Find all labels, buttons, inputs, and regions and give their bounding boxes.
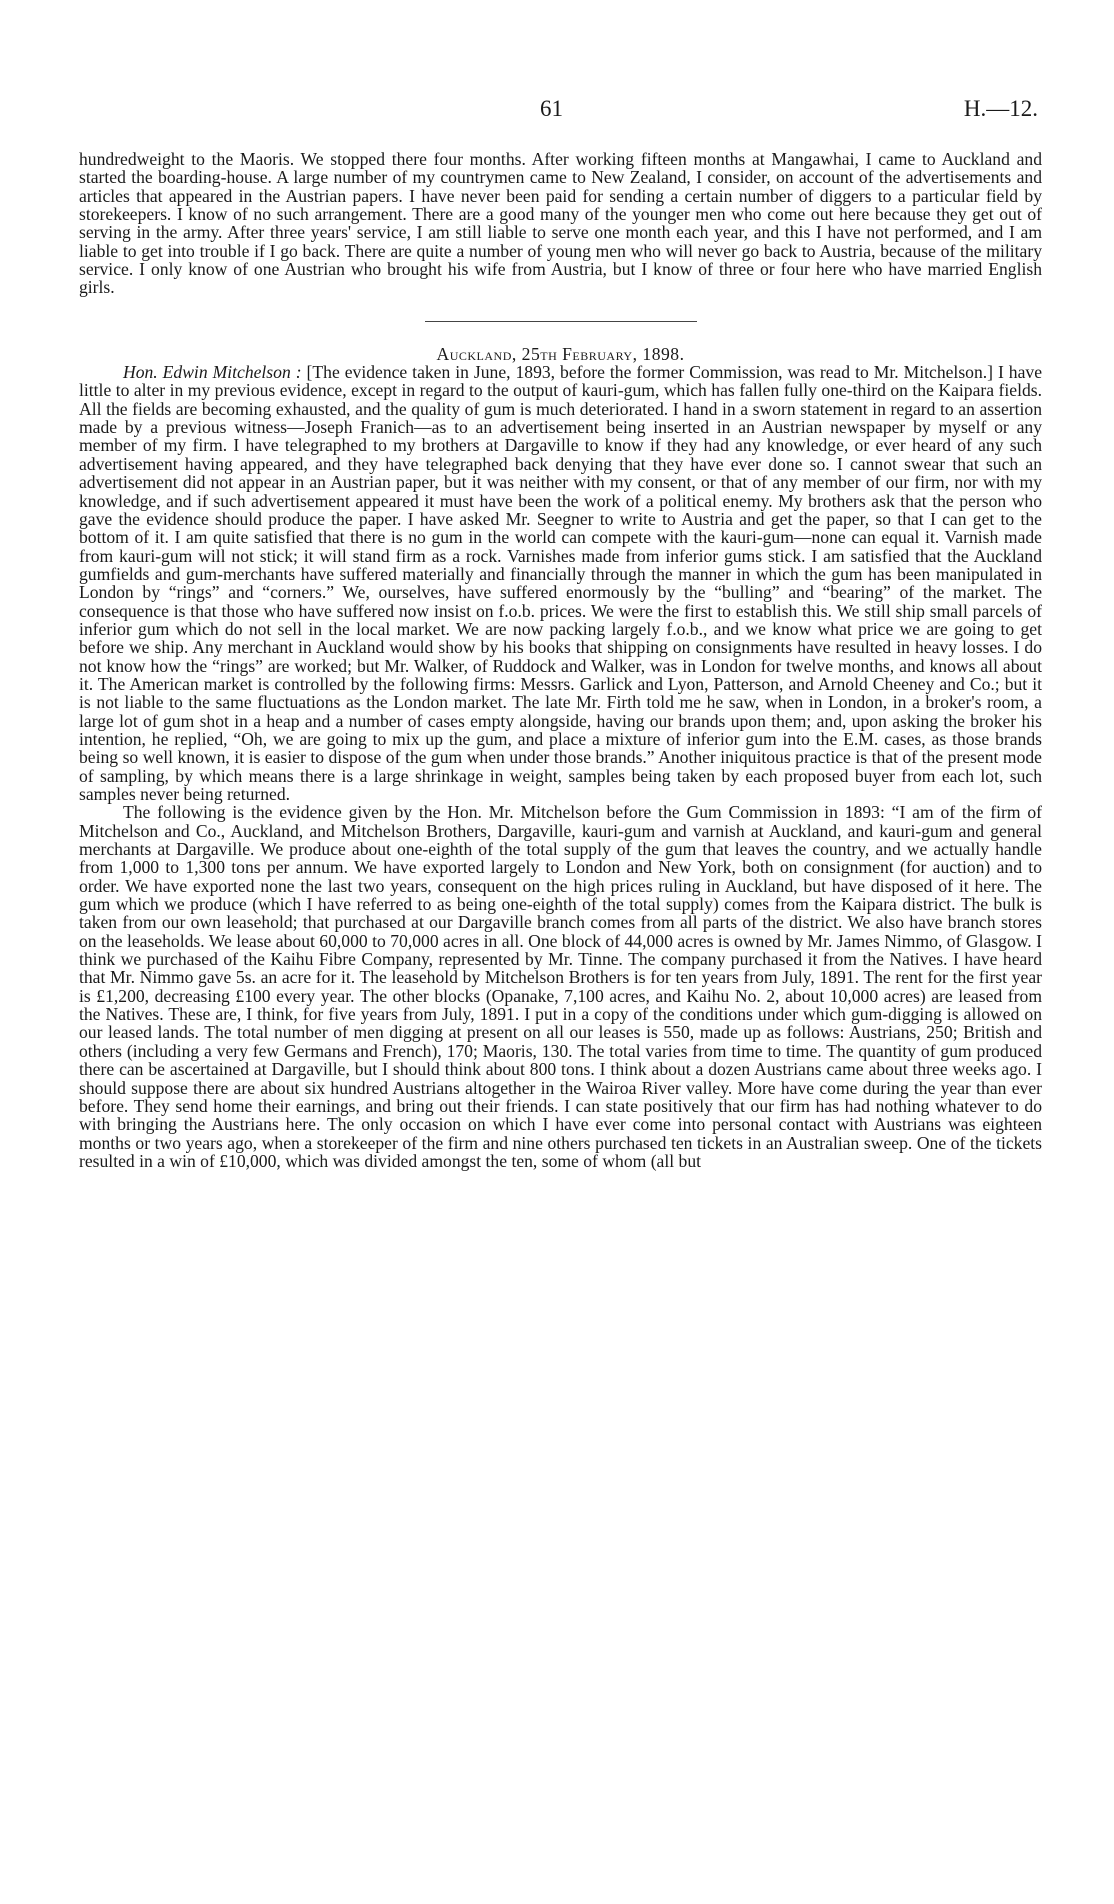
- section-divider: [425, 321, 697, 322]
- page-number: 61: [540, 96, 563, 121]
- body-text: [79, 150, 1042, 1170]
- testimony-paragraph: [79, 363, 1042, 803]
- testimony-text: [The evidence taken in June, 1893, before the former Commission, was read to Mr. Mitchelson.] I have little to alter in my previous evidence, except in regard to the output of kauri-gum, which has fallen fully one-third on the Kaipara fields. All the fields are becoming exhausted, and the quality of gum is much deteriorated. I hand in a sworn statement in regard to an assertion made by a previous witness—Joseph Franich—as to an advertisement being inserted in an Austrian newspaper by myself or any member of my firm. I have telegraphed to my brothers at Dargaville to know if they had any knowledge, or ever heard of any such advertisement having appeared, and they have telegraphed back denying that they have ever done so. I cannot swear that such an advertisement did not appear in an Austrian paper, but it was neither with my consent, or that of any member of our firm, nor with my knowledge, and if such advertisement appeared it must have been the work of a political enemy. My brothers ask that the person who gave the evidence should produce the paper. I have asked Mr. Seegner to write to Austria and get the paper, so that I can get to the bottom of it. I am quite satisfied that there is no gum in the world can compete with the kauri-gum—none can equal it. Varnish made from kauri-gum will not stick; it will stand firm as a rock. Varnishes made from inferior gums stick. I am satisfied that the Auckland gumfields and gum-merchants have suffered materially and financially through the manner in which the gum has been manipulated in London by “rings” and “corners.” We, ourselves, have suffered enormously by the “bulling” and “bearing” of the market. The consequence is that those who have suffered now insist on f.o.b. prices. We were the first to establish this. We still ship small parcels of inferior gum which do not sell in the local market. We are now packing largely f.o.b., and we know what price we are going to get before we ship. Any merchant in Auckland would show by his books that shipping on consignments have resulted in heavy losses. I do not know how the “rings” are worked; but Mr. Walker, of Ruddock and Walker, was in London for twelve months, and knows all about it. The American market is controlled by the following firms: Messrs. Garlick and Lyon, Patterson, and Arnold Cheeney and Co.; but it is not liable to the same fluctuations as the London market. The late Mr. Firth told me he saw, when in London, in a broker's room, a large lot of gum shot in a heap and a number of cases empty alongside, having our brands upon them; and, upon asking the broker his intention, he replied, “Oh, we are going to mix up the gum, and place a mixture of inferior gum into the E.M. cases, as those brands being so well known, it is easier to dispose of the gum when under those brands.” Another iniquitous practice is that of the present mode of sampling, by which means there is a large shrinkage in weight, samples being taken by each proposed buyer from each lot, such samples never being returned.: [79, 362, 1042, 804]
- section-heading: Auckland, 25th February, 1898.: [436, 343, 685, 364]
- document-code: H.—12.: [963, 96, 1038, 121]
- intro-paragraph: hundredweight to the Maoris. We stopped there four months. After working fifteen months at Mangawhai, I came to Auckland and started the boarding-house. A large number of my countrymen came to New Zealand, I consider, on account of the advertisements and articles that appeared in the Austrian papers. I have never been paid for sending a certain number of diggers to a particular field by storekeepers. I know of no such arrangement. There are a good many of the younger men who come out here because they get out of serving in the army. After three years' service, I am still liable to serve one month each year, and this I have not performed, and I am liable to get into trouble if I go back. There are quite a number of young men who will never go back to Austria, because of the military service. I only know of one Austrian who brought his wife from Austria, but I know of three or four here who have married English girls.: [79, 149, 1042, 298]
- prior-evidence-paragraph: The following is the evidence given by the Hon. Mr. Mitchelson before the Gum Commission in 1893: “I am of the firm of Mitchelson and Co., Auckland, and Mitchelson Brothers, Dargaville, kauri-gum and varnish at Auckland, and kauri-gum and general merchants at Dargaville. We produce about one-eighth of the total supply of the gum that leaves the country, and we actually handle from 1,000 to 1,300 tons per annum. We have exported largely to London and New York, both on consignment (for auction) and to order. We have exported none the last two years, consequent on the high prices ruling in Auckland, but have disposed of it here. The gum which we produce (which I have referred to as being one-eighth of the total supply) comes from the Kaipara district. The bulk is taken from our own leasehold; that purchased at our Dargaville branch comes from all parts of the district. We also have branch stores on the leaseholds. We lease about 60,000 to 70,000 acres in all. One block of 44,000 acres is owned by Mr. James Nimmo, of Glasgow. I think we purchased of the Kaihu Fibre Company, represented by Mr. Tinne. The company purchased it from the Natives. I have heard that Mr. Nimmo gave 5s. an acre for it. The leasehold by Mitchelson Brothers is for ten years from July, 1891. The rent for the first year is £1,200, decreasing £100 every year. The other blocks (Opanake, 7,100 acres, and Kaihu No. 2, about 10,000 acres) are leased from the Natives. These are, I think, for five years from July, 1891. I put in a copy of the conditions under which gum-digging is allowed on our leased lands. The total number of men digging at present on all our leases is 550, made up as follows: Austrians, 250; British and others (including a very few Germans and French), 170; Maoris, 130. The total varies from time to time. The quantity of gum produced there can be ascertained at Dargaville, but I should think about 800 tons. I think about a dozen Austrians came about three weeks ago. I should suppose there are about six hundred Austrians altogether in the Wairoa River valley. More have come during the year than ever before. They send home their earnings, and bring out their friends. I can state positively that our firm has had nothing whatever to do with bringing the Austrians here. The only occasion on which I have ever come into personal contact with Austrians was eighteen months or two years ago, when a storekeeper of the firm and nine others purchased ten tickets in an Australian sweep. One of the tickets resulted in a win of £10,000, which was divided amongst the ten, some of whom (all but: [79, 802, 1042, 1171]
- speaker-name: Hon. Edwin Mitchelson :: [123, 362, 302, 383]
- page-header: [0, 96, 1114, 126]
